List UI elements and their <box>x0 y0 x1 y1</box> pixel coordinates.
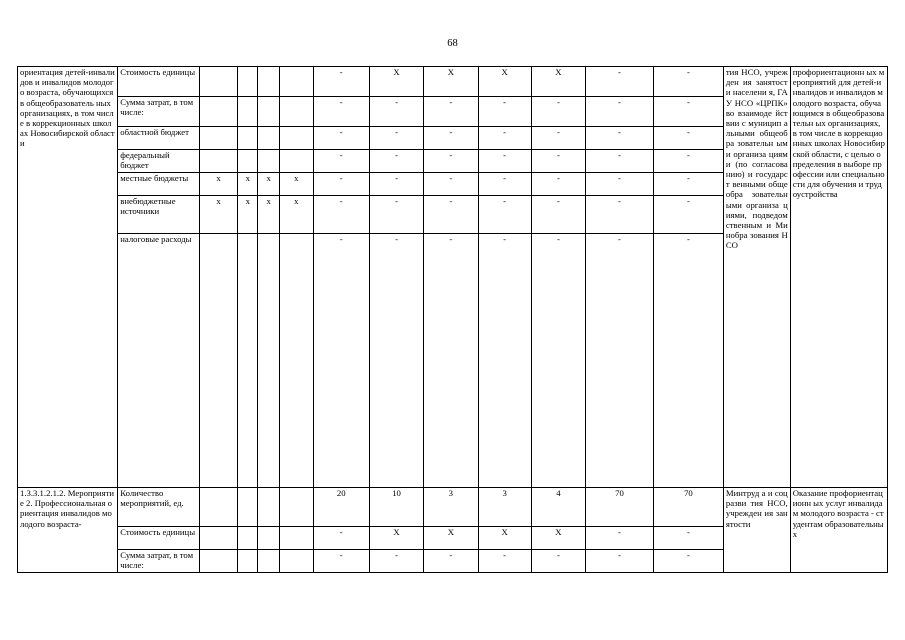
value-cell: - <box>369 127 423 150</box>
value-cell <box>280 127 313 150</box>
value-cell: - <box>313 196 369 234</box>
value-cell <box>258 127 280 150</box>
value-cell: x <box>280 173 313 196</box>
value-cell: X <box>478 67 531 97</box>
indicator-label: Сумма затрат, в том числе: <box>118 97 199 127</box>
indicator-label: Стоимость единицы <box>118 527 199 550</box>
value-cell: X <box>531 527 585 550</box>
value-cell: X <box>424 67 478 97</box>
executor-cell: Минтруд а и соцразви тия НСО, учрежден ия занятости <box>723 488 790 573</box>
value-cell <box>280 234 313 488</box>
value-cell: - <box>531 150 585 173</box>
value-cell <box>280 527 313 550</box>
value-cell: - <box>478 150 531 173</box>
value-cell: - <box>653 527 723 550</box>
value-cell <box>199 127 238 150</box>
program-table <box>17 66 888 573</box>
value-cell: - <box>424 127 478 150</box>
value-cell: - <box>586 550 654 573</box>
value-cell: - <box>586 173 654 196</box>
value-cell: - <box>369 234 423 488</box>
value-cell: - <box>369 150 423 173</box>
value-cell: - <box>531 196 585 234</box>
value-cell: 10 <box>369 488 423 527</box>
value-cell <box>258 488 280 527</box>
value-cell <box>258 97 280 127</box>
value-cell: x <box>199 196 238 234</box>
value-cell: x <box>238 196 258 234</box>
value-cell <box>199 234 238 488</box>
measure-name: ориентация детей-инвалидов и инвалидов молодого возраста, обучающихся в общеобразователь ных организациях, в том числе в коррекционных школах Новосибирской области <box>18 67 118 488</box>
value-cell: X <box>369 527 423 550</box>
value-cell <box>258 550 280 573</box>
indicator-label: местные бюджеты <box>118 173 199 196</box>
value-cell: - <box>424 150 478 173</box>
value-cell: - <box>478 550 531 573</box>
table-row <box>18 488 888 527</box>
value-cell <box>238 97 258 127</box>
value-cell: - <box>653 97 723 127</box>
value-cell: X <box>531 67 585 97</box>
value-cell: - <box>313 527 369 550</box>
value-cell: - <box>478 234 531 488</box>
indicator-label: Количество мероприятий, ед. <box>118 488 199 527</box>
value-cell <box>238 234 258 488</box>
value-cell <box>238 488 258 527</box>
value-cell: - <box>586 67 654 97</box>
value-cell: - <box>586 97 654 127</box>
value-cell <box>258 527 280 550</box>
value-cell: X <box>369 67 423 97</box>
value-cell: - <box>313 234 369 488</box>
value-cell: 3 <box>478 488 531 527</box>
value-cell: - <box>531 97 585 127</box>
value-cell: - <box>369 550 423 573</box>
value-cell <box>238 150 258 173</box>
value-cell: x <box>199 173 238 196</box>
value-cell: - <box>313 97 369 127</box>
value-cell: - <box>586 234 654 488</box>
value-cell: - <box>531 173 585 196</box>
indicator-label: Стоимость единицы <box>118 67 199 97</box>
value-cell <box>238 550 258 573</box>
value-cell <box>238 527 258 550</box>
indicator-label: внебюджетные источники <box>118 196 199 234</box>
value-cell: - <box>531 127 585 150</box>
value-cell <box>238 67 258 97</box>
value-cell: - <box>586 527 654 550</box>
value-cell <box>238 127 258 150</box>
value-cell: - <box>478 97 531 127</box>
table-row <box>18 67 888 97</box>
indicator-label: Сумма затрат, в том числе: <box>118 550 199 573</box>
value-cell: - <box>369 173 423 196</box>
value-cell: 70 <box>653 488 723 527</box>
value-cell: - <box>653 173 723 196</box>
expected-result-cell: профориентационн ых мероприятий для детей-инвалидов и инвалидов молодого возраста, обучающимся в общеобразовательн ых организациях, в том числе в коррекционных школах Новосибирской области, с целью определения в выборе профессии или специальности для обучения и трудоустройства <box>790 67 887 488</box>
value-cell <box>199 150 238 173</box>
value-cell: X <box>478 527 531 550</box>
value-cell: - <box>478 173 531 196</box>
value-cell <box>199 488 238 527</box>
value-cell: - <box>653 127 723 150</box>
value-cell <box>199 527 238 550</box>
value-cell <box>280 67 313 97</box>
indicator-label: областной бюджет <box>118 127 199 150</box>
value-cell: - <box>313 67 369 97</box>
value-cell: - <box>478 127 531 150</box>
value-cell: X <box>424 527 478 550</box>
value-cell <box>280 488 313 527</box>
indicator-label: федеральный бюджет <box>118 150 199 173</box>
value-cell: - <box>653 67 723 97</box>
executor-cell: тия НСО, учрежден ия занятости населени я, ГАУ НСО «ЦРПК» во взаимоде йствии с муницип альными общеобра зовательн ыми организа циями (по согласова нию) и государст венными общеобра зовательн ыми организа циями, подведом ственным и Минобра зования НСО <box>723 67 790 488</box>
value-cell: - <box>313 173 369 196</box>
page-number: 68 <box>447 38 458 49</box>
indicator-label: налоговые расходы <box>118 234 199 488</box>
value-cell: - <box>313 150 369 173</box>
value-cell <box>280 97 313 127</box>
value-cell <box>258 67 280 97</box>
value-cell: - <box>586 150 654 173</box>
value-cell: - <box>531 234 585 488</box>
value-cell: x <box>238 173 258 196</box>
value-cell: 20 <box>313 488 369 527</box>
value-cell <box>258 150 280 173</box>
value-cell: - <box>313 550 369 573</box>
value-cell: - <box>478 196 531 234</box>
value-cell: - <box>424 550 478 573</box>
expected-result-cell: Оказание профориентационн ых услуг инвалидам молодого возраста - студентам образовательных <box>790 488 887 573</box>
value-cell: - <box>369 196 423 234</box>
value-cell <box>280 150 313 173</box>
value-cell <box>199 67 238 97</box>
value-cell: - <box>313 127 369 150</box>
value-cell: - <box>424 196 478 234</box>
value-cell: x <box>280 196 313 234</box>
value-cell: - <box>424 234 478 488</box>
value-cell: - <box>586 196 654 234</box>
value-cell: x <box>258 173 280 196</box>
value-cell: - <box>424 97 478 127</box>
value-cell <box>280 550 313 573</box>
value-cell: 4 <box>531 488 585 527</box>
value-cell: 70 <box>586 488 654 527</box>
value-cell: - <box>586 127 654 150</box>
value-cell: - <box>653 150 723 173</box>
value-cell: - <box>653 196 723 234</box>
value-cell: - <box>653 234 723 488</box>
value-cell: 3 <box>424 488 478 527</box>
value-cell: - <box>653 550 723 573</box>
value-cell: - <box>424 173 478 196</box>
value-cell: x <box>258 196 280 234</box>
value-cell <box>199 97 238 127</box>
value-cell <box>199 550 238 573</box>
measure-name: 1.3.3.1.2.1.2. Мероприятие 2. Профессиональная ориентация инвалидов молодого возраста- <box>18 488 118 573</box>
value-cell: - <box>369 97 423 127</box>
value-cell: - <box>531 550 585 573</box>
value-cell <box>258 234 280 488</box>
